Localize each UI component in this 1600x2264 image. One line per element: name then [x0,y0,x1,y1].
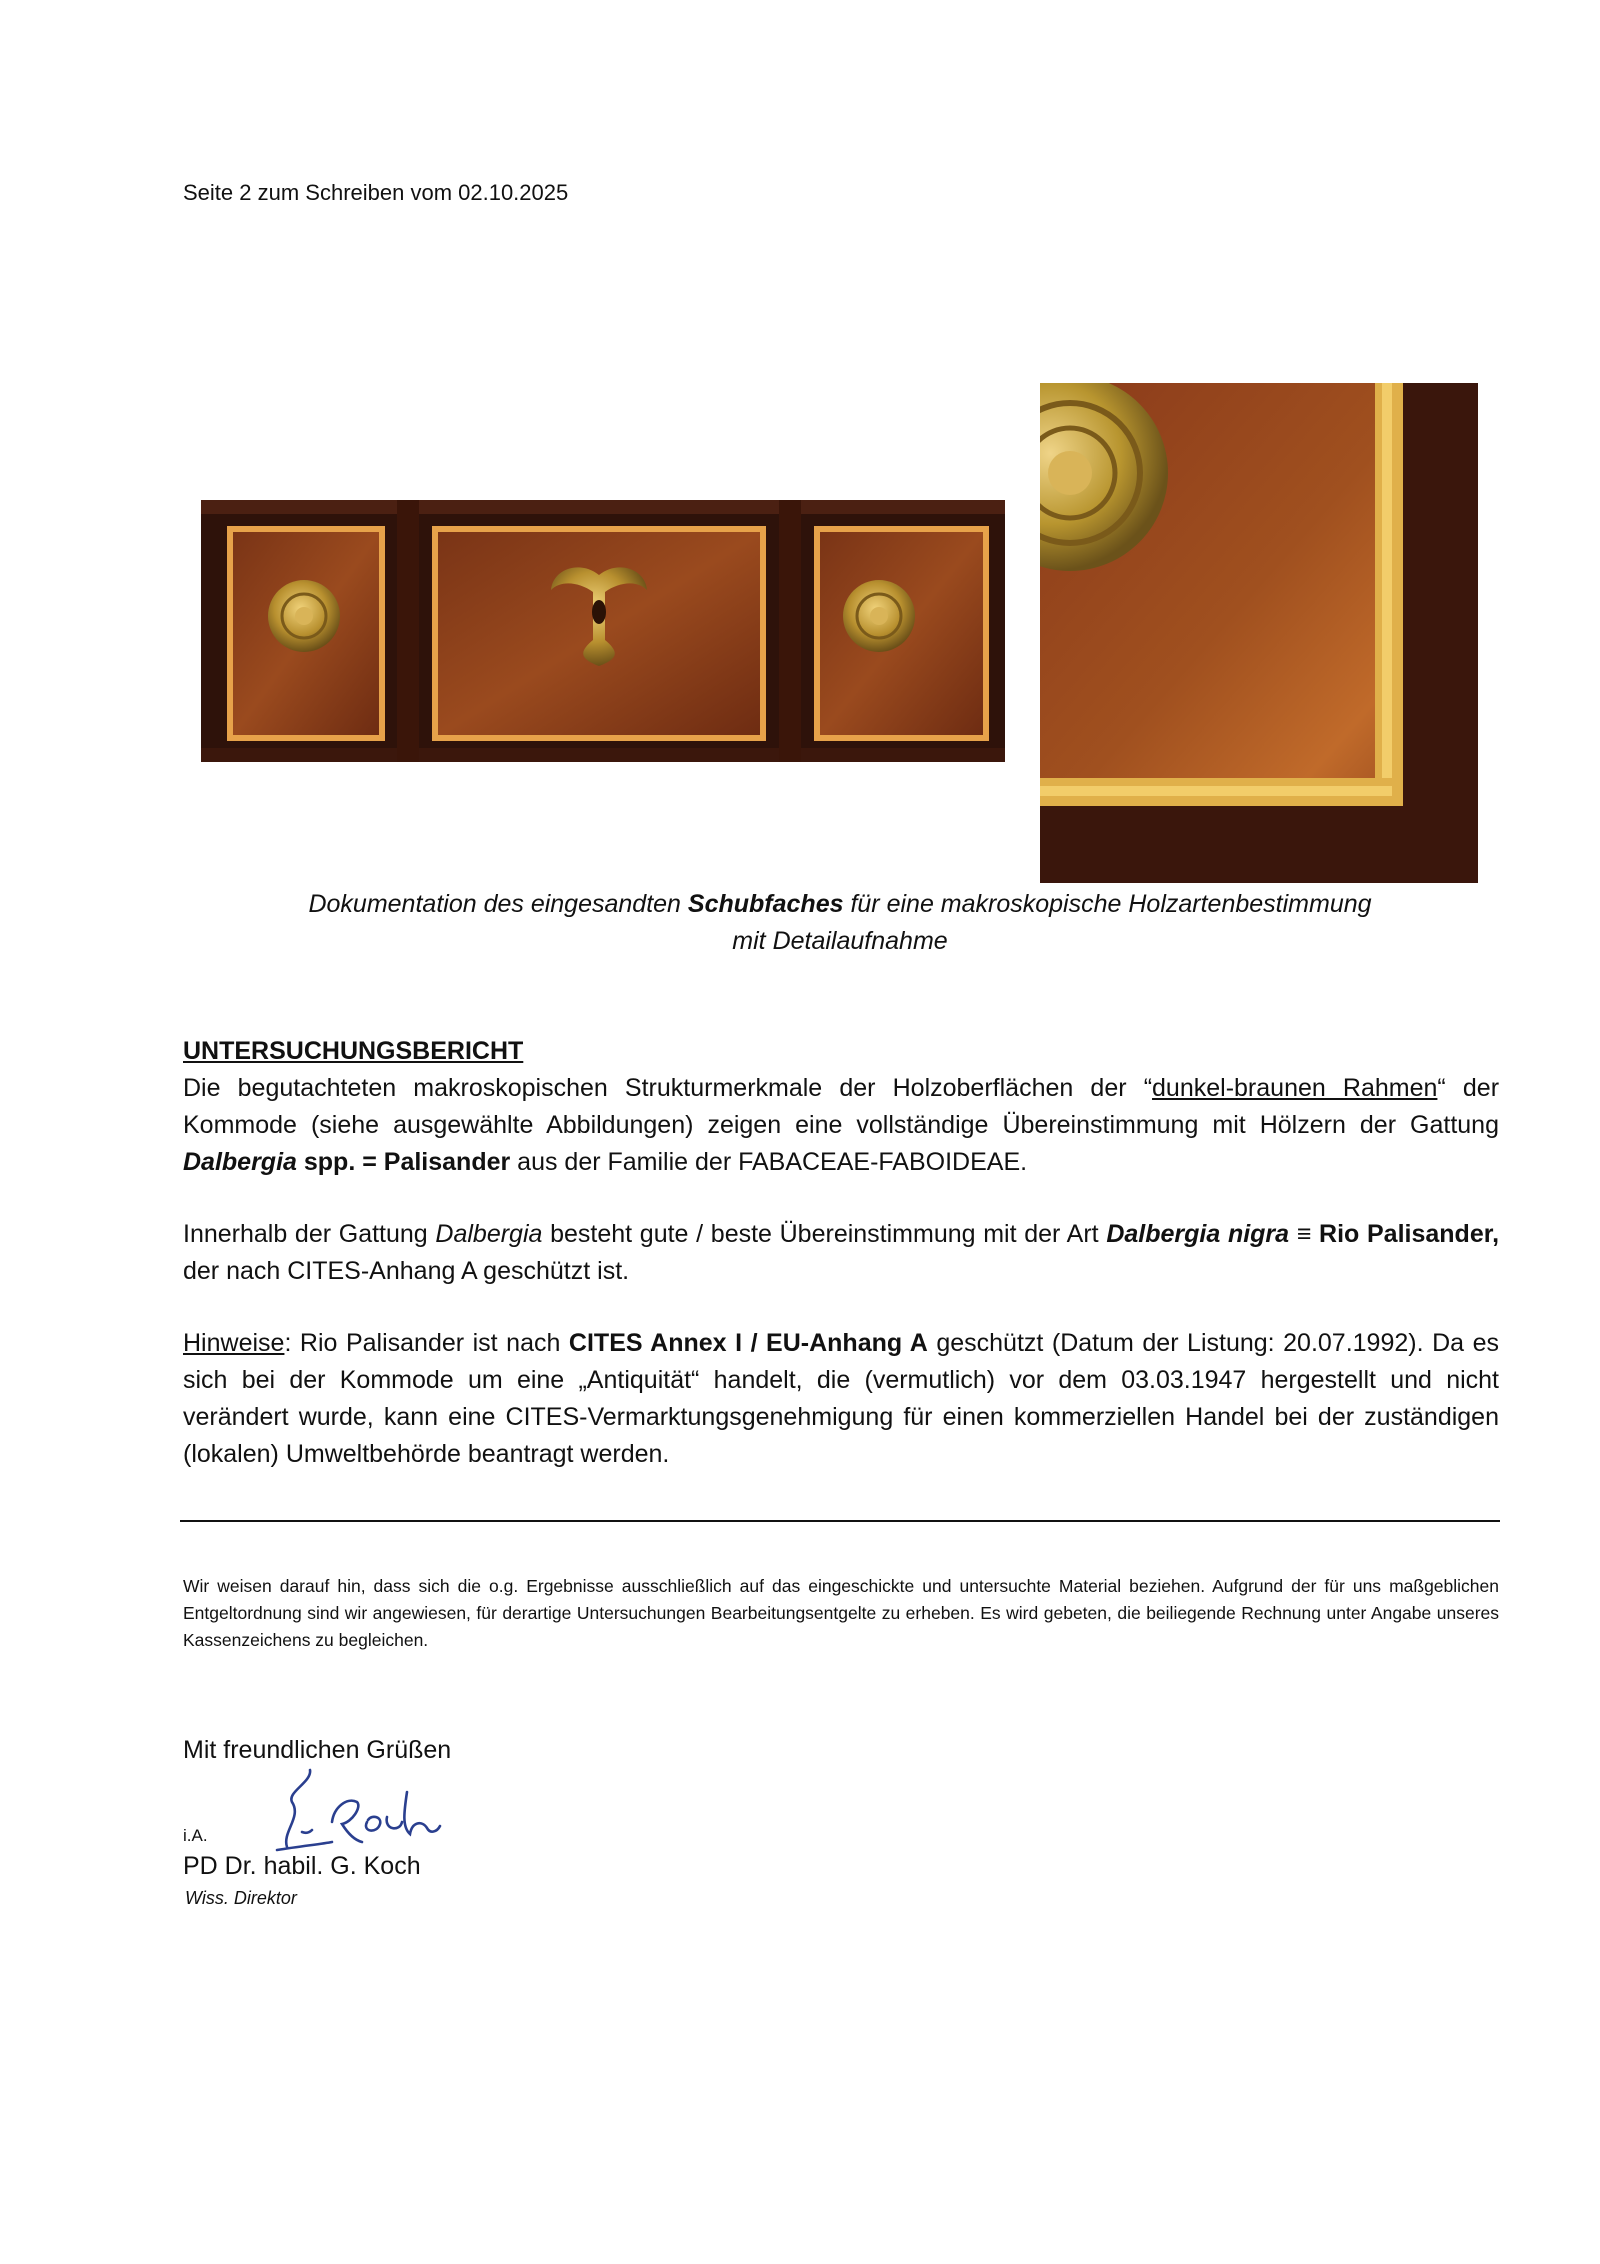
signatory-title: Wiss. Direktor [185,1888,297,1908]
image-caption [180,886,1500,960]
p3-b: geschützt (Datum der Listung: 20.07.1992). Da es sich bei der Kommode um eine „Antiquität“ handelt, die (vermutlich) vor dem 03.03.1947 hergestellt und nicht verändert wurde, kann eine CITES-Vermarktungsgenehmigung für einen kommerziellen Handel bei der zuständigen (lokalen) Umweltbehörde beantragt werden. [183,1329,1499,1468]
signatory-name: PD Dr. habil. G. Koch [183,1852,421,1880]
closing-greeting: Mit freundlichen Grüßen [183,1736,452,1764]
divider [180,1520,1500,1522]
report-section [183,1033,1499,1473]
p3-label: Hinweise [183,1329,285,1357]
report-heading: UNTERSUCHUNGSBERICHT [183,1037,524,1065]
p1-b: “ der Kommode (siehe ausgewählte Abbildungen) zeigen eine vollständige Übereinstimmung mit Hölzern der Gattung [183,1074,1500,1139]
caption-line1-pre: Dokumentation des eingesandten [308,890,688,918]
report-paragraph-3 [183,1325,1499,1473]
report-paragraph-1 [183,1070,1499,1181]
disclaimer-text: Wir weisen darauf hin, dass sich die o.g. Ergebnisse ausschließlich auf das eingeschickte und untersuchte Material beziehen. Aufgrund der für uns maßgeblichen Entgeltordnung sind wir angewiesen, für derartige Untersuchungen Bearbeitungsentgelte zu erheben. Es wird gebeten, die beiliegende Rechnung unter Angabe unseres Kassenzeichens zu begleichen. [183,1576,1499,1650]
caption-line1-post: für eine makroskopische Holzartenbestimmung [843,890,1372,918]
p2-b: besteht gute / beste Übereinstimmung mit der Art [542,1220,1107,1248]
drawer-photo [201,500,1005,762]
p2-a: Innerhalb der Gattung [183,1220,436,1248]
p2-species: Dalbergia nigra [1106,1220,1290,1248]
p3-bold: CITES Annex I / EU-Anhang A [568,1329,928,1357]
p1-c: aus der Familie der FABACEAE-FABOIDEAE. [510,1148,1028,1176]
p1-spp: spp. = Palisander [296,1148,511,1176]
p3-a: : Rio Palisander ist nach [284,1329,569,1357]
handwritten-signature [262,1762,452,1862]
p2-eq: ≡ Rio Palisander, [1289,1220,1500,1248]
p1-genus: Dalbergia [183,1148,297,1176]
p2-genus: Dalbergia [435,1220,543,1248]
p1-underlined: dunkel-braunen Rahmen [1152,1074,1438,1102]
report-paragraph-2 [183,1216,1499,1290]
page-header: Seite 2 zum Schreiben vom 02.10.2025 [183,180,569,205]
detail-photo [1040,383,1478,883]
ia-label: i.A. [183,1826,208,1845]
caption-line2: mit Detailaufnahme [732,927,948,955]
p1-a: Die begutachteten makroskopischen Strukturmerkmale der Holzoberflächen der “ [183,1074,1153,1102]
caption-line1-bold: Schubfaches [687,890,844,918]
p2-c: der nach CITES-Anhang A geschützt ist. [183,1257,630,1285]
